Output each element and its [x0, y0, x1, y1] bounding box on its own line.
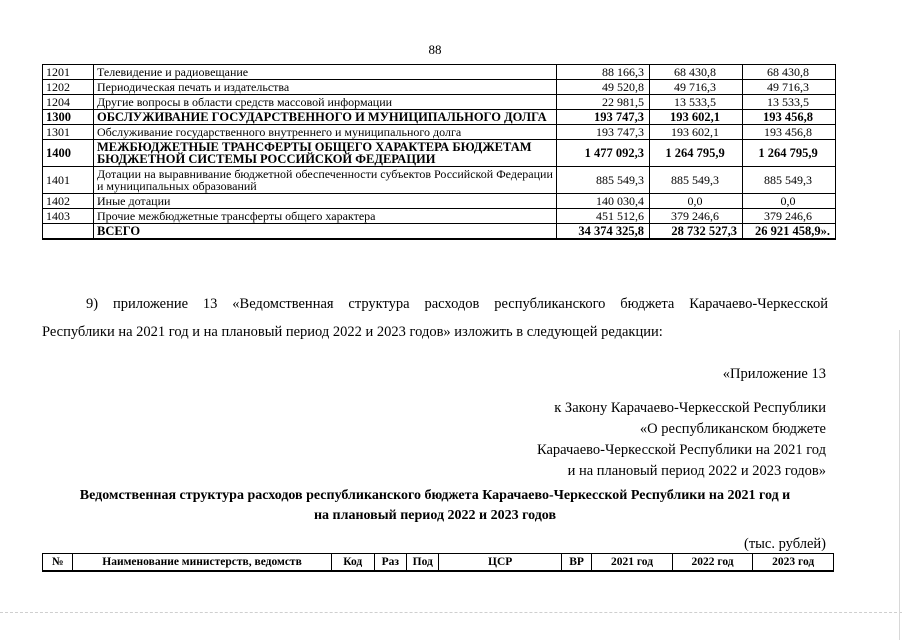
- header-cell-number: №: [43, 554, 73, 572]
- row-2022-cell: 885 549,3: [650, 167, 743, 194]
- row-code-cell: 1300: [43, 110, 94, 125]
- table-row: [43, 80, 836, 95]
- header-cell-name: Наименование министерств, ведомств: [73, 554, 331, 572]
- table-row: [43, 95, 836, 110]
- row-2023-cell: 49 716,3: [743, 80, 836, 95]
- scan-edge: [899, 330, 900, 640]
- row-2022-cell: 1 264 795,9: [650, 140, 743, 167]
- row-name-cell: Прочие межбюджетные трансферты общего характера: [94, 209, 557, 224]
- header-cell-subsection: Под: [407, 554, 439, 572]
- document-heading: [42, 486, 828, 526]
- total-2023-cell: 26 921 458,9».: [743, 224, 836, 240]
- row-2021-cell: 140 030,4: [557, 194, 650, 209]
- row-2023-cell: 1 264 795,9: [743, 140, 836, 167]
- row-2023-cell: 13 533,5: [743, 95, 836, 110]
- row-2023-cell: 193 456,8: [743, 110, 836, 125]
- table-row: [43, 167, 836, 194]
- structure-table-header: [42, 553, 834, 572]
- row-code-cell: 1201: [43, 65, 94, 80]
- header-cell-2021: 2021 год: [592, 554, 673, 572]
- header-cell-2022: 2022 год: [672, 554, 753, 572]
- page-number: 88: [428, 42, 442, 57]
- row-2023-cell: 885 549,3: [743, 167, 836, 194]
- amendment-paragraph-line-1: 9) приложение 13 «Ведомственная структура расходов республиканского бюджета Карачаево-Черкесской: [86, 296, 828, 312]
- row-2021-cell: 1 477 092,3: [557, 140, 650, 167]
- row-code-cell: 1400: [43, 140, 94, 167]
- total-2021-cell: 34 374 325,8: [557, 224, 650, 240]
- table-row: [43, 65, 836, 80]
- row-code-cell: 1301: [43, 125, 94, 140]
- row-2021-cell: 22 981,5: [557, 95, 650, 110]
- row-name-cell: Другие вопросы в области средств массовой информации: [94, 95, 557, 110]
- total-code-cell: [43, 224, 94, 240]
- row-name-cell: ОБСЛУЖИВАНИЕ ГОСУДАРСТВЕННОГО И МУНИЦИПАЛЬНОГО ДОЛГА: [94, 110, 557, 125]
- annex-line: к Закону Карачаево-Черкесской Республики: [554, 400, 826, 416]
- heading-line-2: на плановый период 2022 и 2023 годов: [313, 508, 557, 523]
- annex-line: Карачаево-Черкесской Республики на 2021 год: [536, 442, 826, 458]
- header-cell-vr: ВР: [561, 554, 591, 572]
- total-2022-cell: 28 732 527,3: [650, 224, 743, 240]
- budget-table: [42, 64, 836, 240]
- row-2022-cell: 193 602,1: [650, 125, 743, 140]
- row-2023-cell: 0,0: [743, 194, 836, 209]
- row-2021-cell: 49 520,8: [557, 80, 650, 95]
- row-2023-cell: 193 456,8: [743, 125, 836, 140]
- header-cell-2023: 2023 год: [753, 554, 834, 572]
- row-name-cell: Периодическая печать и издательства: [94, 80, 557, 95]
- row-code-cell: 1403: [43, 209, 94, 224]
- row-2022-cell: 13 533,5: [650, 95, 743, 110]
- table-row: [43, 194, 836, 209]
- row-2022-cell: 193 602,1: [650, 110, 743, 125]
- table-row: [43, 125, 836, 140]
- row-2022-cell: 49 716,3: [650, 80, 743, 95]
- units-label: (тыс. рублей): [744, 536, 826, 552]
- row-name-cell: Телевидение и радиовещание: [94, 65, 557, 80]
- scan-line: [0, 612, 902, 613]
- table-row: [43, 140, 836, 167]
- row-code-cell: 1401: [43, 167, 94, 194]
- row-2022-cell: 68 430,8: [650, 65, 743, 80]
- row-name-cell: Дотации на выравнивание бюджетной обеспеченности субъектов Российской Федерации и муниципальных образований: [94, 167, 557, 194]
- row-2021-cell: 451 512,6: [557, 209, 650, 224]
- row-code-cell: 1204: [43, 95, 94, 110]
- row-2022-cell: 0,0: [650, 194, 743, 209]
- amendment-paragraph-line-2: Республики на 2021 год и на плановый период 2022 и 2023 годов» изложить в следующей редакции:: [42, 324, 663, 340]
- row-2023-cell: 379 246,6: [743, 209, 836, 224]
- row-code-cell: 1402: [43, 194, 94, 209]
- annex-line: «О республиканском бюджете: [639, 421, 826, 437]
- row-name-cell: Иные дотации: [94, 194, 557, 209]
- row-2021-cell: 193 747,3: [557, 110, 650, 125]
- row-name-cell: МЕЖБЮДЖЕТНЫЕ ТРАНСФЕРТЫ ОБЩЕГО ХАРАКТЕРА БЮДЖЕТАМ БЮДЖЕТНОЙ СИСТЕМЫ РОССИЙСКОЙ ФЕДЕРАЦИИ: [94, 140, 557, 167]
- annex-subtitle: [537, 398, 826, 482]
- row-2022-cell: 379 246,6: [650, 209, 743, 224]
- table-row: [43, 110, 836, 125]
- row-2021-cell: 193 747,3: [557, 125, 650, 140]
- row-name-cell: Обслуживание государственного внутреннего и муниципального долга: [94, 125, 557, 140]
- total-label-cell: ВСЕГО: [94, 224, 557, 240]
- header-cell-code: Код: [331, 554, 374, 572]
- row-2021-cell: 885 549,3: [557, 167, 650, 194]
- row-2023-cell: 68 430,8: [743, 65, 836, 80]
- header-cell-section: Раз: [374, 554, 406, 572]
- row-code-cell: 1202: [43, 80, 94, 95]
- heading-line-1: Ведомственная структура расходов республиканского бюджета Карачаево-Черкесской Республики на 2021 год и: [79, 488, 791, 503]
- row-2021-cell: 88 166,3: [557, 65, 650, 80]
- header-cell-csr: ЦСР: [439, 554, 561, 572]
- annex-title: «Приложение 13: [722, 366, 826, 382]
- annex-line: и на плановый период 2022 и 2023 годов»: [567, 463, 826, 479]
- total-row: [43, 224, 836, 240]
- table-row: [43, 209, 836, 224]
